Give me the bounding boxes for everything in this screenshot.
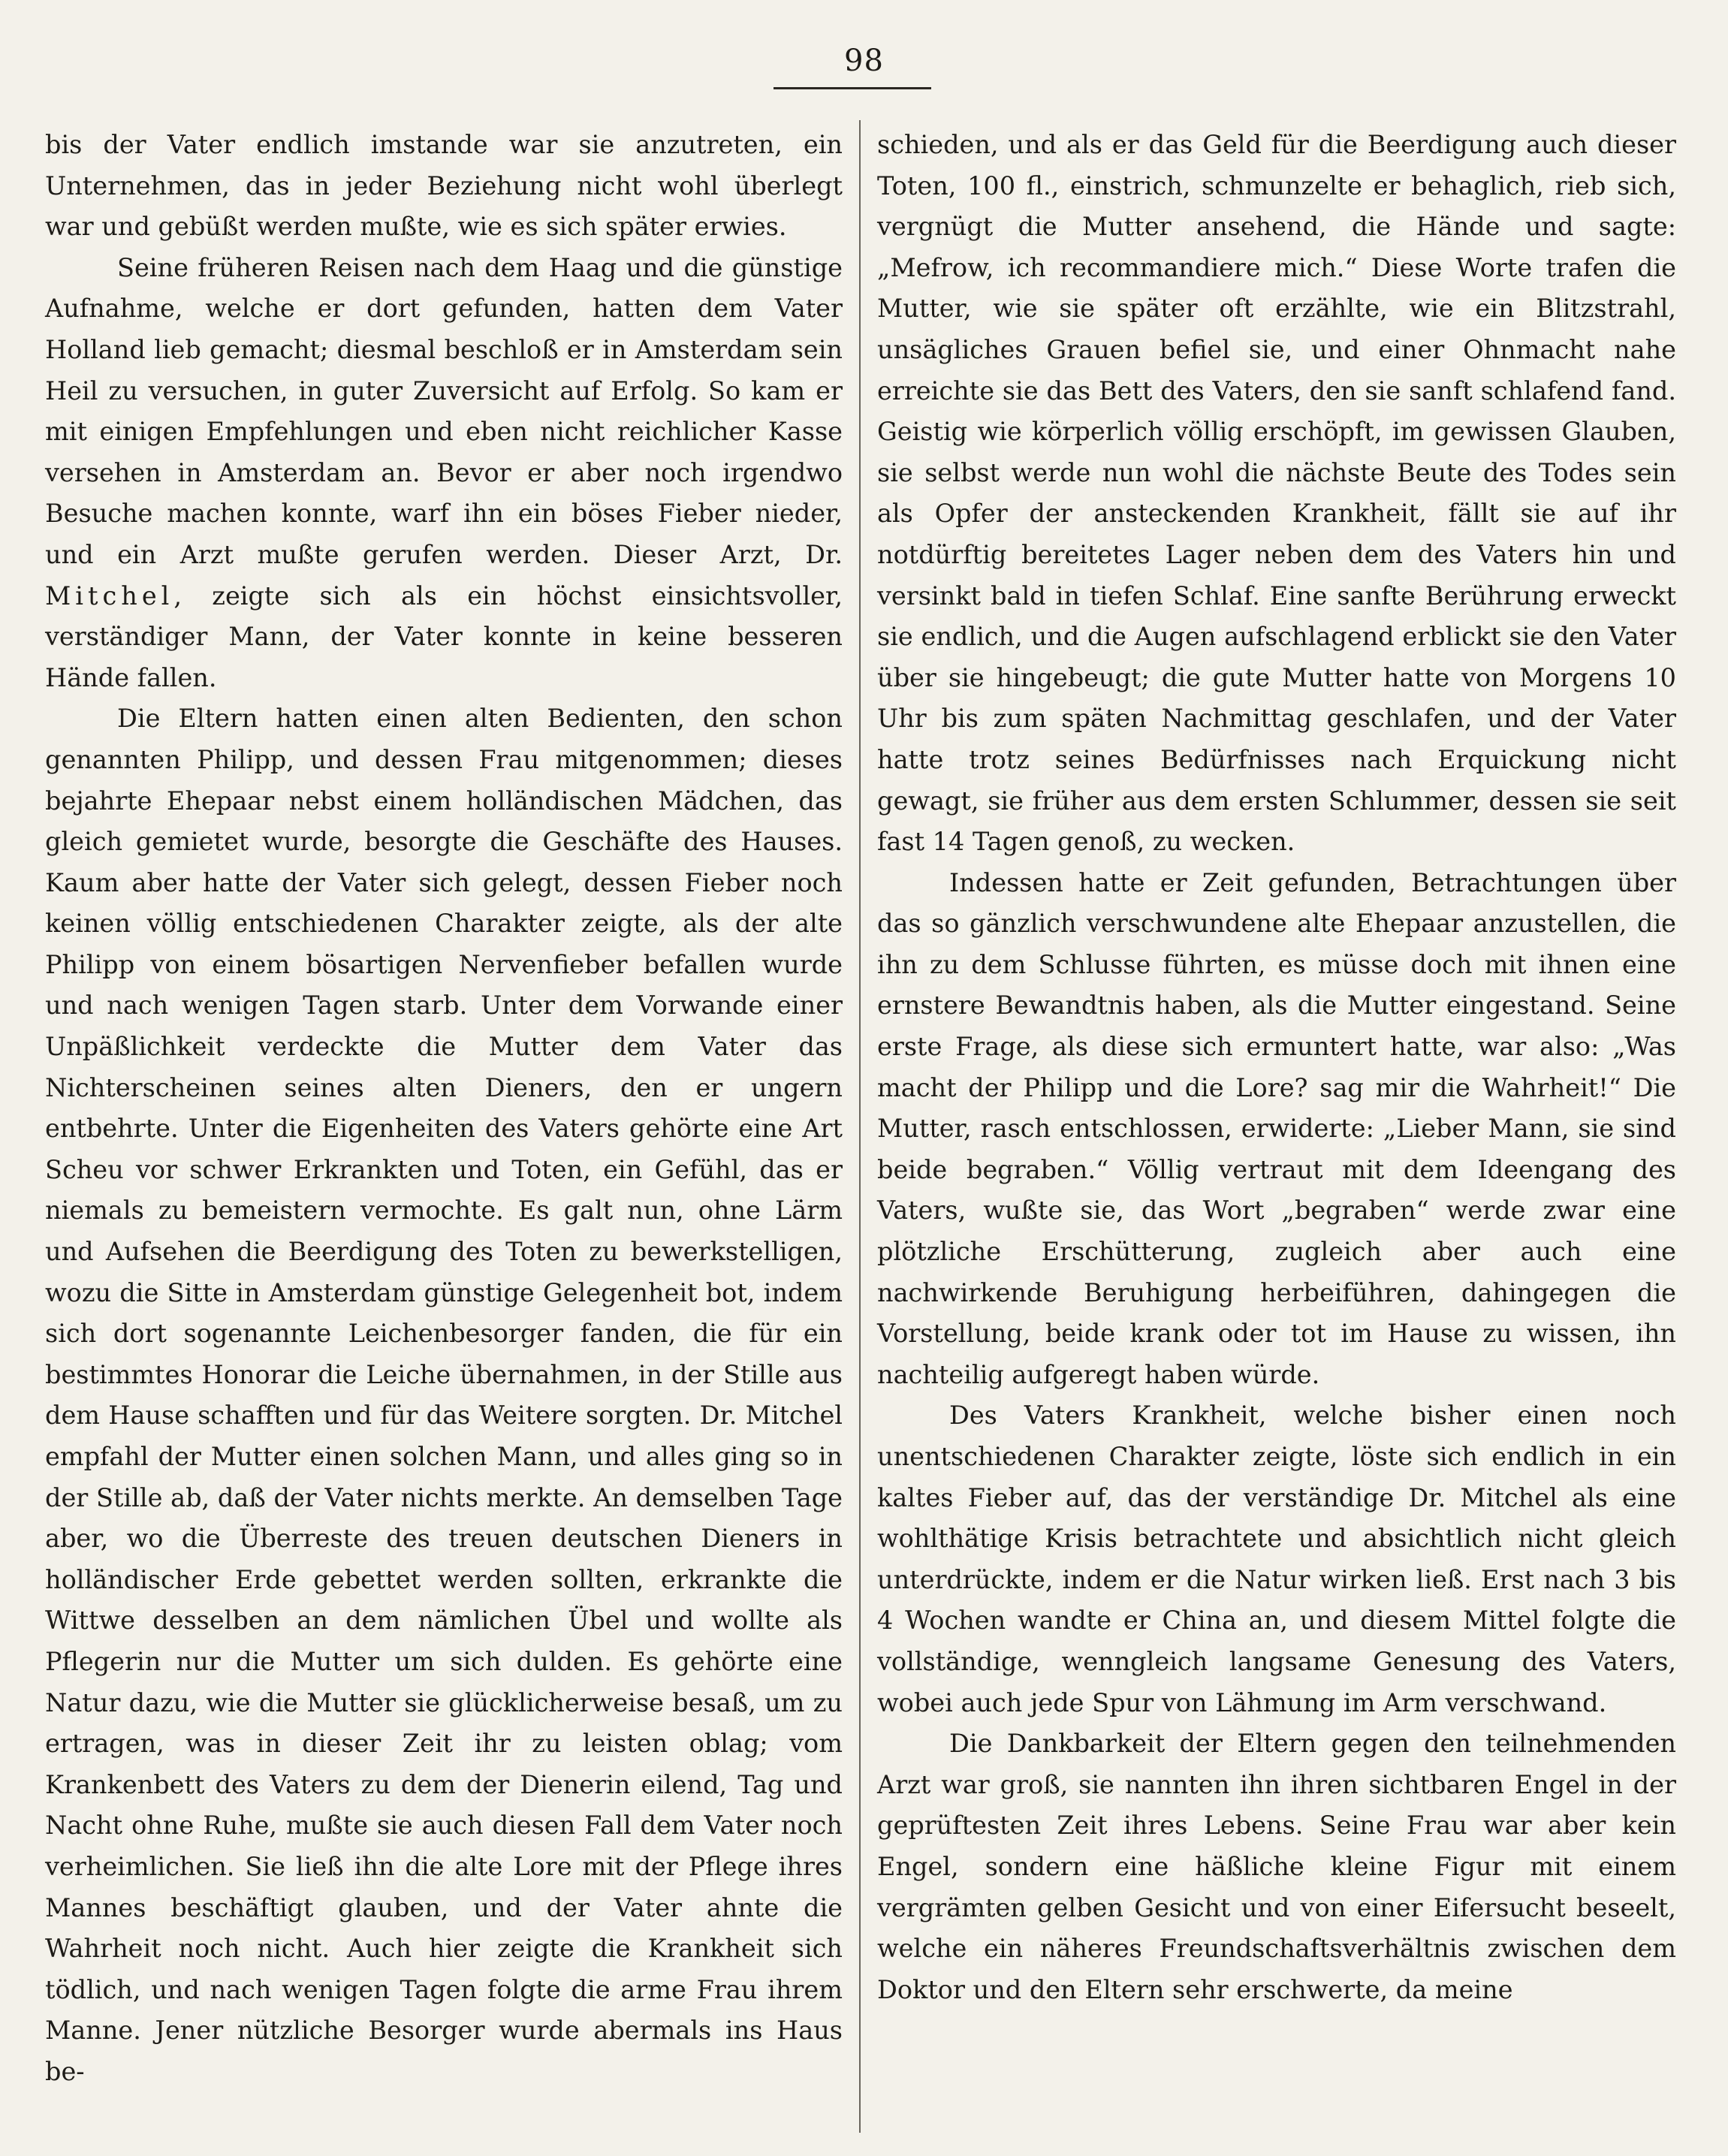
paragraph-text: Seine früheren Reisen nach dem Haag und die günstige Aufnahme, welche er dort gefunden, hatten dem Vater Holland lieb gemacht; diesmal beschloß er in Amsterdam sein Heil zu versuchen, in guter Zuversicht auf Erfolg. So kam er mit einigen Empfehlungen und eben nicht reichlicher Kasse versehen in Amsterdam an. Bevor er aber noch irgendwo Besuche machen konnte, warf ihn ein böses Fieber nieder, und ein Arzt mußte gerufen werden. [45,252,843,569]
column-divider [859,120,861,2133]
header-rule [774,87,931,89]
paragraph [45,248,843,699]
left-column [45,125,843,2093]
doctor-name-spaced: Mitchel [45,580,174,611]
paragraph: bis der Vater endlich imstande war sie anzutreten, ein Unternehmen, das in jeder Beziehung nicht wohl überlegt war und gebüßt werden mußte, wie es sich später erwies. [45,130,843,242]
right-column [877,125,1676,2010]
paragraph: Die Dankbarkeit der Eltern gegen den teilnehmenden Arzt war groß, sie nannten ihn ihren sichtbaren Engel in der geprüftesten Zeit ihres Lebens. Seine Frau war aber kein Engel, sondern eine häßliche kleine Figur mit einem vergrämten gelben Gesicht und von einer Eifersucht beseelt, welche ein näheres Freundschaftsverhältnis zwischen dem Doktor und den Eltern sehr erschwerte, da meine [877,1729,1676,2004]
paragraph: Indessen hatte er Zeit gefunden, Betrachtungen über das so gänzlich verschwundene alte Ehepaar anzustellen, die ihn zu dem Schlusse führten, es müsse doch mit ihnen eine ernstere Bewandtnis haben, als die Mutter eingestand. Seine erste Frage, als diese sich ermuntert hatte, war also: „Was macht der Philipp und die Lore? sag mir die Wahrheit!“ Die Mutter, rasch entschlossen, erwiderte: „Lieber Mann, sie sind beide begraben.“ Völlig vertraut mit dem Ideengang des Vaters, wußte sie, das Wort „begraben“ werde zwar eine plötzliche Erschütterung, zugleich aber auch eine nachwirkende Beruhigung herbeiführen, dahingegen die Vorstellung, beide krank oder tot im Hause zu wissen, ihn nachteilig aufgeregt haben würde. [877,867,1676,1389]
paragraph-text: Dieser Arzt, Dr. [613,539,843,569]
paragraph: schieden, und als er das Geld für die Beerdigung auch dieser Toten, 100 fl., einstrich, schmunzelte er behaglich, rieb sich, vergnügt die Mutter ansehend, die Hände und sagte: „Mefrow, ich recommandiere mich.“ Diese Worte trafen die Mutter, wie sie später oft erzählte, wie ein Blitzstrahl, unsägliches Grauen befiel sie, und einer Ohnmacht nahe erreichte sie das Bett des Vaters, den sie sanft schlafend fand. Geistig wie körperlich völlig erschöpft, im gewissen Glauben, sie selbst werde nun wohl die nächste Beute des Todes sein als Opfer der ansteckenden Krankheit, fällt sie auf ihr notdürftig bereitetes Lager neben dem des Vaters hin und versinkt bald in tiefen Schlaf. Eine sanfte Berührung erweckt sie endlich, und die Augen aufschlagend erblickt sie den Vater über sie hingebeugt; die gute Mutter hatte von Morgens 10 Uhr bis zum späten Nachmittag geschlafen, und der Vater hatte trotz seines Bedürfnisses nach Erquickung nicht gewagt, sie früher aus dem ersten Schlummer, dessen sie seit fast 14 Tagen genoß, zu wecken. [877,130,1676,857]
paragraph: Des Vaters Krankheit, welche bisher einen noch unentschiedenen Charakter zeigte, löste sich endlich in ein kaltes Fieber auf, das der verständige Dr. Mitchel als eine wohlthätige Krisis betrachtete und absichtlich nicht gleich unterdrückte, indem er die Natur wirken ließ. Erst nach 3 bis 4 Wochen wandte er China an, und diesem Mittel folgte die vollständige, wenngleich langsame Genesung des Vaters, wobei auch jede Spur von Lähmung im Arm verschwand. [877,1401,1676,1717]
paragraph: Die Eltern hatten einen alten Bedienten, den schon genannten Philipp, und dessen Frau mitgenommen; dieses bejahrte Ehepaar nebst einem holländischen Mädchen, das gleich gemietet wurde, besorgte die Geschäfte des Hauses. Kaum aber hatte der Vater sich gelegt, dessen Fieber noch keinen völlig entschiedenen Charakter zeigte, als der alte Philipp von einem bösartigen Nervenfieber befallen wurde und nach wenigen Tagen starb. Unter dem Vorwande einer Unpäßlichkeit verdeckte die Mutter dem Vater das Nichterscheinen seines alten Dieners, den er ungern entbehrte. Unter die Eigenheiten des Vaters gehörte eine Art Scheu vor schwer Erkrankten und Toten, ein Gefühl, das er niemals zu bemeistern vermochte. Es galt nun, ohne Lärm und Aufsehen die Beerdigung des Toten zu bewerkstelligen, wozu die Sitte in Amsterdam günstige Gelegenheit bot, indem sich dort sogenannte Leichenbesorger fanden, die für ein bestimmtes Honorar die Leiche übernahmen, in der Stille aus dem Hause schafften und für das Weitere sorgten. Dr. Mitchel empfahl der Mutter einen solchen Mann, und alles ging so in der Stille ab, daß der Vater nichts merkte. An demselben Tage aber, wo die Überreste des treuen deutschen Dieners in holländischer Erde gebettet werden sollten, erkrankte die Wittwe desselben an dem nämlichen Übel und wollte als Pflegerin nur die Mutter um sich dulden. Es gehörte eine Natur dazu, wie die Mutter sie glücklicherweise besaß, um zu ertragen, was in dieser Zeit ihr zu leisten oblag; vom Krankenbett des Vaters zu dem der Dienerin eilend, Tag und Nacht ohne Ruhe, mußte sie auch diesen Fall dem Vater noch verheimlichen. Sie ließ ihn die alte Lore mit der Pflege ihres Mannes beschäftigt glauben, und der Vater ahnte die Wahrheit noch nicht. Auch hier zeigte die Krankheit sich tödlich, und nach wenigen Tagen folgte die arme Frau ihrem Manne. Jener nützliche Besorger wurde abermals ins Haus be- [45,704,843,2086]
page-number: 98 [844,44,884,78]
paragraph-text: , zeigte sich als ein höchst einsichtsvoller, verständiger Mann, der Vater konnte in keine besseren Hände fallen. [45,580,843,692]
